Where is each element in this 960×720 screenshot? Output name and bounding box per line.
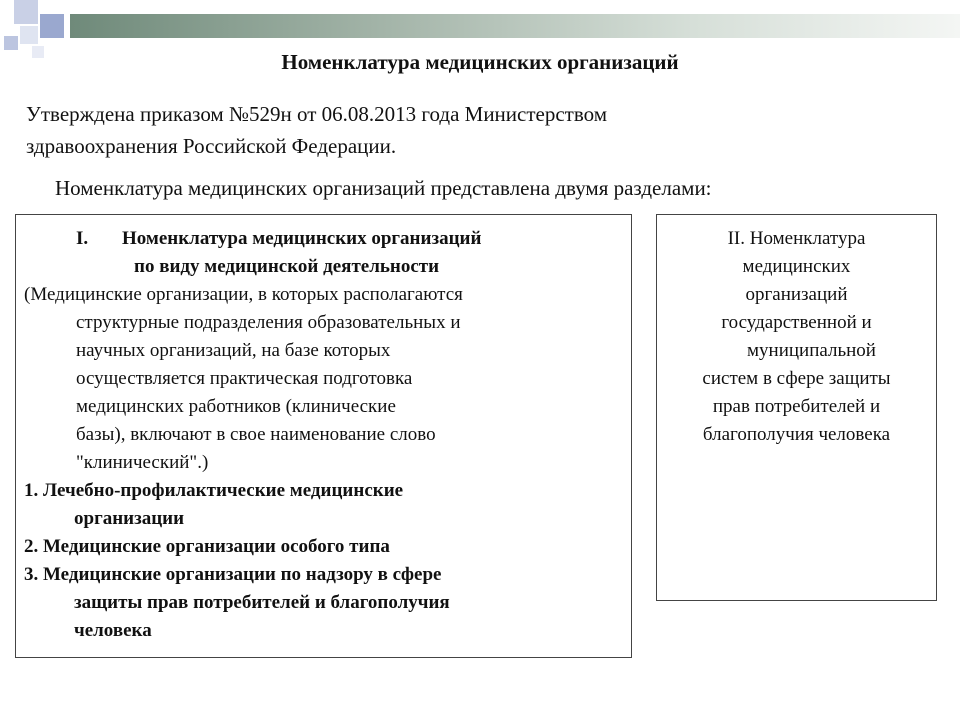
page-title: Номенклатура медицинских организаций <box>281 50 679 74</box>
section-1-heading-line: по виду медицинской деятельности <box>134 256 440 277</box>
list-item-continuation: человека <box>74 620 152 641</box>
section-2-box <box>656 214 937 601</box>
section-1-description-line: (Медицинские организации, в которых располагаются <box>24 284 463 305</box>
approval-line: Утверждена приказом №529н от 06.08.2013 года Министерством <box>26 102 608 126</box>
decorative-square <box>40 14 64 38</box>
list-item: 1. Лечебно-профилактические медицинские <box>24 480 404 501</box>
section-2-line: систем в сфере защиты <box>702 368 891 389</box>
approval-note <box>26 98 926 162</box>
section-2-line: государственной и <box>721 312 872 333</box>
section-1-description-line: научных организаций, на базе которых <box>76 340 391 361</box>
section-2-line: организаций <box>745 284 848 305</box>
section-1-description-line: базы), включают в свое наименование слово <box>76 424 436 445</box>
sections-intro: Номенклатура медицинских организаций представлена двумя разделами: <box>55 176 712 200</box>
decorative-top-bar <box>70 14 960 38</box>
section-1-description-line: осуществляется практическая подготовка <box>76 368 413 389</box>
list-item-continuation: организации <box>74 508 185 529</box>
section-1-heading-line: Номенклатура медицинских организаций <box>122 228 482 249</box>
section-1-description-line: структурные подразделения образовательных и <box>76 312 461 333</box>
list-item: 3. Медицинские организации по надзору в сфере <box>24 564 442 585</box>
section-1-box <box>15 214 632 658</box>
approval-line: здравоохранения Российской Федерации. <box>26 134 397 158</box>
decorative-square <box>4 36 18 50</box>
section-2-line: II. Номенклатура <box>727 228 866 249</box>
decorative-square <box>14 0 38 24</box>
section-2-line: благополучия человека <box>702 424 891 445</box>
section-1-number: I. <box>76 228 89 249</box>
section-2-line: муниципальной <box>747 340 876 361</box>
section-1-heading <box>24 225 624 253</box>
section-1-description-line: медицинских работников (клинические <box>76 396 396 417</box>
list-item-continuation: защиты прав потребителей и благополучия <box>74 592 450 613</box>
section-2-line: прав потребителей и <box>712 396 881 417</box>
section-2-line: медицинских <box>742 256 851 277</box>
list-item: 2. Медицинские организации особого типа <box>24 536 390 557</box>
section-1-description-line: "клинический".) <box>76 452 209 473</box>
decorative-square <box>20 26 38 44</box>
